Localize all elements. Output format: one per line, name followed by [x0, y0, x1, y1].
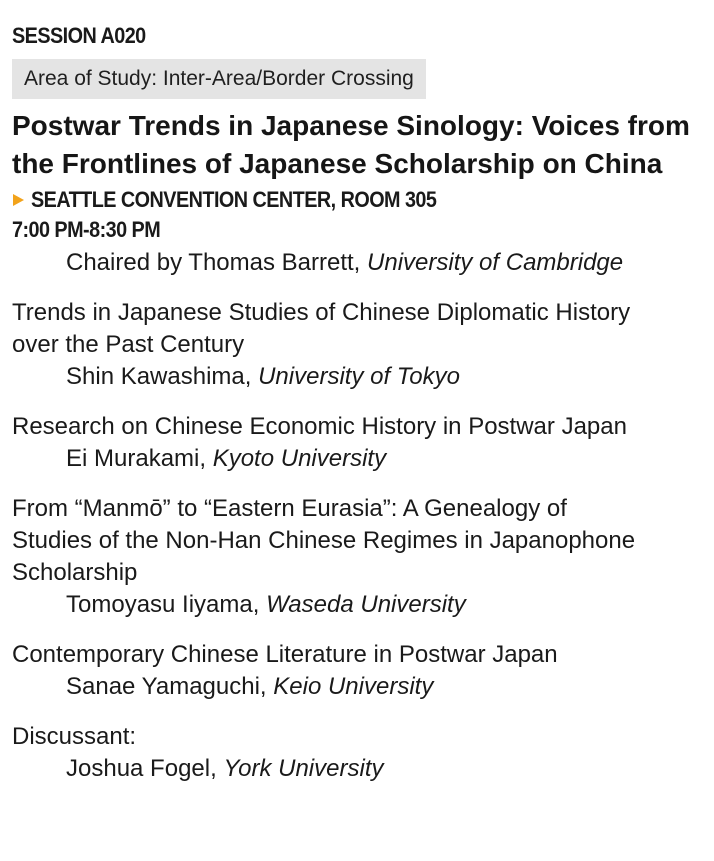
play-triangle-icon: [13, 194, 24, 206]
paper-title-line: From “Manmō” to “Eastern Eurasia”: A Genealogy of: [12, 495, 567, 522]
presenter-affiliation: University of Tokyo: [258, 363, 460, 390]
paper-item: [12, 297, 702, 393]
paper-item: [12, 639, 702, 703]
presenter-name: Ei Murakami,: [66, 445, 213, 472]
paper-title-line: Scholarship: [12, 559, 138, 586]
paper-item: [12, 411, 702, 475]
presenter-name: Shin Kawashima,: [66, 363, 259, 390]
session-code: SESSION A020: [12, 23, 146, 48]
presenter-affiliation: Kyoto University: [212, 445, 387, 472]
discussant-label: Discussant:: [12, 723, 137, 750]
discussant-affiliation: York University: [223, 755, 384, 782]
discussant-line: [12, 753, 702, 785]
session-listing: [12, 22, 702, 803]
discussant-block: [12, 721, 702, 785]
paper-title-line: over the Past Century: [12, 331, 245, 358]
time-row: [12, 215, 702, 245]
area-of-study-badge: Area of Study: Inter-Area/Border Crossing: [12, 59, 426, 99]
session-title: Postwar Trends in Japanese Sinology: Voices from the Frontlines of Japanese Scholarship on China: [12, 110, 690, 179]
presenter-affiliation: Keio University: [273, 673, 434, 700]
venue-row: [12, 185, 702, 215]
paper-title-line: Research on Chinese Economic History in Postwar Japan: [12, 413, 627, 440]
presenter-line: [12, 671, 702, 703]
presenter-line: [12, 589, 702, 621]
presenter-affiliation: Waseda University: [266, 591, 466, 618]
chair-line: [12, 247, 702, 279]
presenter-name: Tomoyasu Iiyama,: [66, 591, 267, 618]
presenter-name: Sanae Yamaguchi,: [66, 673, 274, 700]
chair-affiliation: University of Cambridge: [367, 249, 624, 276]
discussant-name: Joshua Fogel,: [66, 755, 224, 782]
presenter-line: [12, 443, 702, 475]
paper-title-line: Trends in Japanese Studies of Chinese Diplomatic History: [12, 299, 631, 326]
paper-title-line: Contemporary Chinese Literature in Postwar Japan: [12, 641, 558, 668]
presenter-line: [12, 361, 702, 393]
session-time: 7:00 PM-8:30 PM: [12, 217, 161, 242]
chair-name: Chaired by Thomas Barrett,: [66, 249, 368, 276]
venue: SEATTLE CONVENTION CENTER, ROOM 305: [31, 187, 437, 212]
paper-item: [12, 493, 702, 621]
paper-title-line: Studies of the Non-Han Chinese Regimes in Japanophone: [12, 527, 636, 554]
